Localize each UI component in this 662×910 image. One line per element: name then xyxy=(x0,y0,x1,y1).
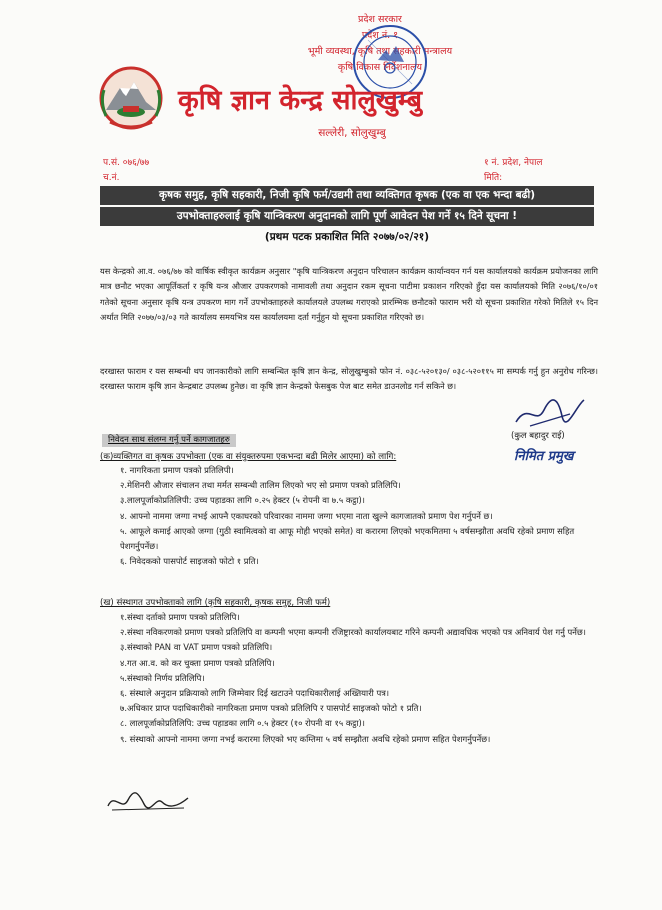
list-item: ५.संस्थाको निर्णय प्रतिलिपि। xyxy=(120,672,205,683)
initials-signature-icon xyxy=(104,788,194,816)
list-item: १. नागरिकता प्रमाण पत्रको प्रतिलिपी। xyxy=(120,465,234,475)
section-b-title: (ख) संस्थागत उपभोक्ताको लागि (कृषि सहकारी, कृषक समुह, निजी फर्म) xyxy=(100,598,331,608)
organization-location: सल्लेरी, सोलुखुम्बु xyxy=(318,127,386,139)
gov-line: प्रदेश नं. १ xyxy=(361,30,399,41)
organization-title: कृषि ज्ञान केन्द्र सोलुखुम्बु xyxy=(178,85,423,116)
list-item: ५. आफूले कमाई आएको जग्गा (गुठी स्वामित्वको वा आफू मोही भएको समेत) वा करारमा लिएको भएकमितमा ५ वर्षसम्झौता अवधि रहेको प्रमाण सहित पेशगर्नुपर्नेछ। xyxy=(120,525,575,552)
body-paragraph-2: दरखास्त फाराम र यस सम्बन्धी थप जानकारीको लागि सम्बन्धित कृषि ज्ञान केन्द्र, सोलुखुम्बुको फोन नं. ०३८-५२०१३०/ ०३८-५२०११५ मा सम्पर्क गर्नु हुन अनुरोध गरिन्छ। दरखास्त फाराम कृषि ज्ञान केन्द्रबाट उपलब्ध हुनेछ। वा कृषि ज्ञान केन्द्रको फेसबुक पेज बाट समेत डाउनलोड गर्न सकिने छ। xyxy=(100,366,598,392)
list-item: ६. संस्थाले अनुदान प्रक्रियाको लागि जिम्मेवार दिई खटाउने पदाधिकारीलाई अख्तियारी पत्र। xyxy=(120,688,390,699)
gov-line: प्रदेश सरकार xyxy=(358,14,402,25)
notice-subject xyxy=(100,186,594,246)
list-item: ३.लालपूर्जाकोप्रतिलिपी: उच्च पहाडका लागि ०.२५ हेक्टर (५ रोपनी वा ७.५ कट्ठा)। xyxy=(120,495,365,506)
list-item: ६. निवेदकको पासपोर्ट साइजको फोटो १ प्रति। xyxy=(120,556,259,567)
subject-line-2: उपभोक्ताहरुलाई कृषि यान्त्रिकरण अनुदानको लागि पूर्ण आवेदन पेश गर्ने १५ दिने सूचना ! xyxy=(100,207,594,226)
list-item: ९. संस्थाको आफ्नो नाममा जग्गा नभई करारमा लिएको भए कम्तिमा ५ वर्ष सम्झौता अवधि रहेको प्रमाण सहित पेशगर्नुपर्नेछ। xyxy=(120,733,491,744)
section-a-list xyxy=(120,463,596,569)
body-paragraph-1: यस केन्द्रको आ.व. ०७६/७७ को वार्षिक स्वीकृत कार्यक्रम अनुसार "कृषि यान्त्रिकरण अनुदान परिचालन कार्यक्रम कार्यान्वयन गर्न यस कार्यालयको कार्यक्रम प्रयोजनका लागि मात्र छनौट भएका आपूर्तिकर्ता र कृषि यन्त्र औजार उपकरणको नामावली तथा अनुदान रकम सूचना पाटीमा प्रकाशन गरिएको हुँदा यस कार्यालयको मिति २०७६/१०/०१ गतेको सूचना अनुसार कृषि यन्त्र उपकरण माग गर्ने उपभोक्ताहरुले कार्यालयले उपलब्ध गराएको प्रारम्भिक छनौटको फाराम भरी यो सूचना प्रकाशित गरेको मितिले १५ दिन अर्थात मिति २०७७/०३/०३ गते कार्यालय समयभित्र यस कार्यालयमा दर्ता गर्नुहुन यो सूचना प्रकाशित गरिएको छ। xyxy=(100,266,598,323)
letter-number: प.सं. ०७६/७७ xyxy=(103,158,150,168)
gov-line: भूमी व्यवस्था, कृषि तथा सहकारी मन्त्रालय xyxy=(307,46,453,57)
subject-line-1: कृषक समुह, कृषि सहकारी, निजी कृषि फर्म/उद्यमी तथा व्यक्तिगत कृषक (एक वा एक भन्दा बढी) xyxy=(100,186,594,205)
list-item: ४. आफ्नो नाममा जग्गा नभई आफ्नै एकाघरको परिवारका नाममा जग्गा भएमा नाता खुल्ने कागजातको प्रमाण पेश गर्नुपर्ने छ। xyxy=(120,510,493,521)
nepal-emblem-icon xyxy=(92,62,170,134)
list-item: ४.गत आ.व. को कर चुक्ता प्रमाण पत्रको प्रतिलिपि। xyxy=(120,657,275,668)
signatory-title: निमित प्रमुख xyxy=(514,449,574,464)
required-documents-heading: निवेदन साथ संलग्न गर्नु पर्ने कागजातहरु xyxy=(102,434,236,447)
list-item: ७.अधिकार प्राप्त पदाधिकारीको नागरिकता प्रमाण पत्रको प्रतिलिपि र पासपोर्ट साइजको फोटो १ प्रति। xyxy=(120,703,422,714)
list-item: २.संस्था नविकरणको प्रमाण पत्रको प्रतिलिपि वा कम्पनी भएमा कम्पनी रजिष्ट्रारको कार्यालयबाट गरिने कम्पनी अद्यावधिक भएको पत्र अनिवार्य पेश गर्नु पर्नेछ। xyxy=(120,627,586,638)
publication-date: (प्रथम पटक प्रकाशित मिति २०७७/०२/२१) xyxy=(264,231,430,243)
reference-left xyxy=(103,156,149,186)
section-a-title: (क)व्यक्तिगत वा कृषक उपभोक्ता (एक वा संयुक्तरुपमा एकभन्दा बढी मिलेर आएमा) को लागि: xyxy=(100,452,397,462)
list-item: ३.संस्थाको PAN वा VAT प्रमाण पत्रको प्रतिलिपि। xyxy=(120,642,273,653)
list-item: १.संस्था दर्ताको प्रमाण पत्रको प्रतिलिपि। xyxy=(120,612,240,622)
list-item: २.मेशिनरी औजार संचालन तथा मर्मत सम्बन्धी तालिम लिएको भए सो प्रमाण पत्रको प्रतिलिपि। xyxy=(120,480,401,491)
reference-right xyxy=(484,156,543,186)
gov-line: कृषि विकास निर्देशनालय xyxy=(337,62,423,73)
signature-icon xyxy=(510,392,590,432)
date-label: मिति: xyxy=(484,173,503,183)
signatory-name: (कुल बहादुर राई) xyxy=(511,431,565,441)
province-label: १ नं. प्रदेश, नेपाल xyxy=(484,158,543,168)
list-item: ८. लालपूर्जाकोप्रतिलिपि: उच्च पहाडका लागि ०.५ हेक्टर (१० रोपनी वा १५ कट्ठा)। xyxy=(120,718,365,729)
section-b-list xyxy=(120,610,596,747)
dispatch-number: च.नं. xyxy=(103,173,120,183)
